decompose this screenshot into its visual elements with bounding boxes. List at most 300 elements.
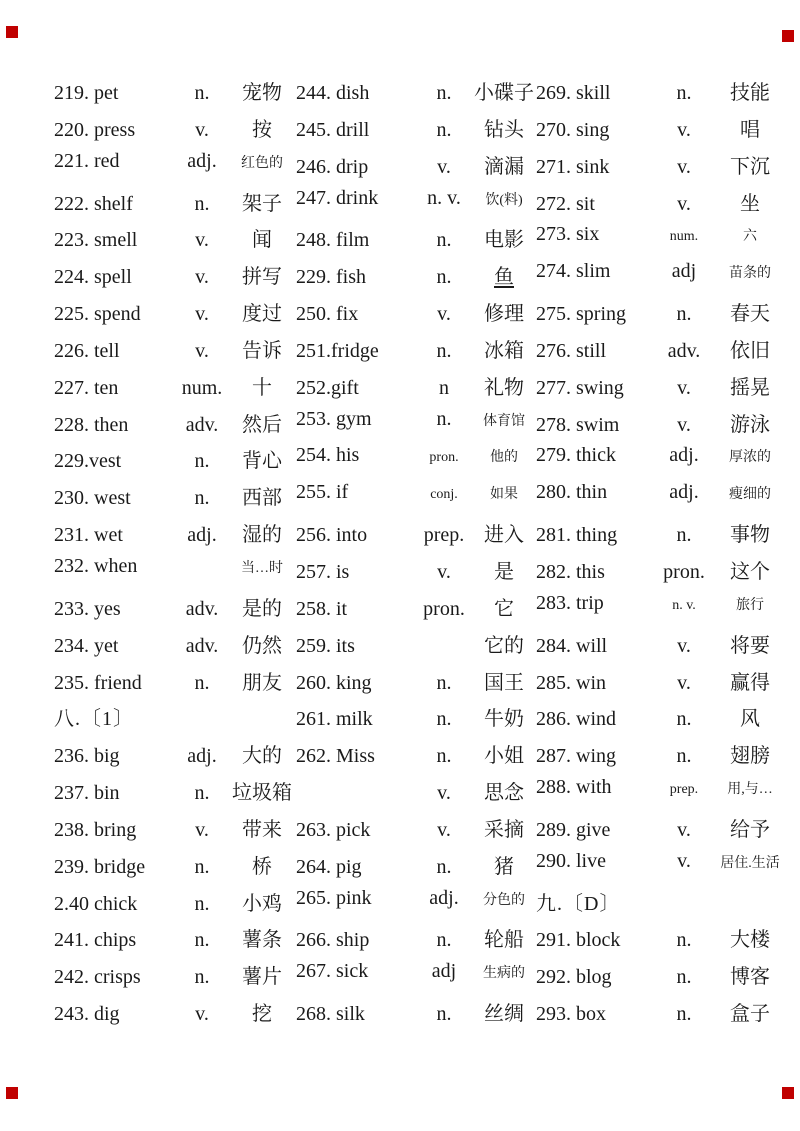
entry-pos: num. <box>669 229 699 245</box>
vocab-entry-row <box>536 334 788 371</box>
vocab-entry-row <box>296 260 536 297</box>
entry-pos: v. <box>677 634 691 657</box>
entry-number-word: 280. thin <box>536 481 608 504</box>
vocab-entry-row <box>536 923 788 960</box>
vocab-entry-row <box>54 960 294 997</box>
entry-gloss: 小姐 <box>484 745 524 768</box>
entry-number-word: 266. ship <box>296 929 370 952</box>
entry-gloss: 是 <box>494 560 514 583</box>
entry-number-word: 219. pet <box>54 82 119 104</box>
vocab-entry-row <box>296 997 536 1034</box>
entry-gloss: 是的 <box>242 597 282 620</box>
entry-gloss: 大的 <box>242 745 282 768</box>
entry-gloss: 博客 <box>730 966 770 989</box>
entry-number-word: 264. pig <box>296 855 362 878</box>
vocab-entry-row <box>54 666 294 703</box>
entry-pos: n. <box>194 966 210 989</box>
entry-gloss: 告诉 <box>242 339 282 362</box>
entry-pos: v. <box>437 818 451 841</box>
vocab-entry-row <box>536 592 788 629</box>
vocab-entry-row <box>296 960 536 997</box>
entry-pos: adj <box>431 960 457 983</box>
entry-pos: v. <box>677 413 691 436</box>
vocab-entry-row <box>54 997 294 1034</box>
vocab-entry-row <box>536 813 788 850</box>
entry-gloss: 牛奶 <box>484 708 524 731</box>
entry-gloss: 思念 <box>484 782 524 805</box>
entry-pos: adj. <box>669 481 699 504</box>
vocab-entry-row <box>296 334 536 371</box>
entry-gloss: 小碟子 <box>474 82 534 104</box>
entry-gloss: 丝绸 <box>484 1003 524 1026</box>
vocab-entry-row <box>536 518 788 555</box>
entry-pos: n. <box>194 487 210 510</box>
entry-number-word: 274. slim <box>536 260 611 283</box>
entry-pos: n. v. <box>427 186 461 209</box>
entry-gloss: 薯条 <box>242 929 282 952</box>
vocab-entry-row <box>54 371 294 408</box>
vocab-column-3 <box>536 76 788 1034</box>
entry-gloss: 翅膀 <box>730 745 770 768</box>
entry-number-word: 246. drip <box>296 155 369 178</box>
entry-pos: adv. <box>185 413 219 436</box>
entry-pos: v. <box>677 192 691 215</box>
entry-pos: v. <box>677 376 691 399</box>
entry-number-word: 233. yes <box>54 597 121 620</box>
entry-pos: v. <box>195 339 209 362</box>
entry-gloss: 西部 <box>242 487 282 510</box>
entry-number-word: 247. drink <box>296 186 379 209</box>
entry-number-word: 268. silk <box>296 1003 365 1026</box>
vocab-entry-row <box>296 371 536 408</box>
entry-number-word: 271. sink <box>536 155 610 178</box>
entry-pos: v. <box>437 303 451 326</box>
entry-pos: adj. <box>669 444 699 467</box>
vocab-entry-row <box>536 850 788 887</box>
entry-number-word: 223. smell <box>54 229 138 252</box>
entry-gloss: 瘦细的 <box>729 487 771 503</box>
entry-gloss: 电影 <box>484 229 524 252</box>
entry-gloss: 用,与… <box>727 782 773 798</box>
vocab-entry-row <box>296 297 536 334</box>
entry-gloss: 湿的 <box>242 524 282 547</box>
entry-gloss: 按 <box>252 118 272 141</box>
entry-number-word: 260. king <box>296 671 372 694</box>
entry-gloss: 礼物 <box>484 376 524 399</box>
entry-gloss: 进入 <box>484 524 524 547</box>
vocab-entry-row <box>296 481 536 518</box>
entry-pos: n. v. <box>672 597 696 613</box>
entry-pos: v. <box>195 1003 209 1026</box>
entry-pos: n <box>439 376 449 399</box>
entry-number-word: 251.fridge <box>296 339 379 362</box>
entry-gloss: 轮船 <box>484 929 524 952</box>
vocab-entry-row <box>536 739 788 776</box>
entry-number-word: 255. if <box>296 481 349 504</box>
vocab-entry-row <box>296 887 536 924</box>
entry-number-word: 290. live <box>536 849 606 872</box>
entry-number-word: 250. fix <box>296 303 359 326</box>
entry-pos: n. <box>676 1003 692 1026</box>
entry-gloss: 国王 <box>484 671 524 694</box>
vocab-entry-row <box>296 666 536 703</box>
vocab-entry-row <box>296 518 536 555</box>
corner-marker-bottom-left <box>6 1087 18 1099</box>
entry-number-word: 237. bin <box>54 782 120 805</box>
entry-number-word: 253. gym <box>296 407 372 430</box>
vocab-entry-row <box>536 629 788 666</box>
entry-number-word: 285. win <box>536 671 606 694</box>
entry-number-word: 227. ten <box>54 376 119 399</box>
vocab-entry-row <box>536 997 788 1034</box>
entry-number-word: 241. chips <box>54 929 137 952</box>
entry-number-word: 226. tell <box>54 339 120 362</box>
entry-gloss: 架子 <box>242 192 282 215</box>
entry-gloss: 冰箱 <box>484 339 524 362</box>
entry-gloss: 钻头 <box>484 118 524 141</box>
entry-number-word: 292. blog <box>536 966 612 989</box>
entry-gloss: 背心 <box>242 450 282 473</box>
vocab-entry-row <box>536 297 788 334</box>
entry-number-word: 284. will <box>536 634 608 657</box>
entry-number-word: 244. dish <box>296 82 370 104</box>
vocab-entry-row <box>54 187 294 224</box>
entry-gloss: 摇晃 <box>730 376 770 399</box>
entry-continuation-row <box>296 776 536 813</box>
entry-pos: prep. <box>669 782 699 798</box>
entry-number-word: 257. is <box>296 560 350 583</box>
vocab-entry-row <box>54 223 294 260</box>
entry-pos: n. <box>436 671 452 694</box>
entry-pos: n. <box>194 782 210 805</box>
entry-number-word: 289. give <box>536 818 611 841</box>
entry-pos: adv. <box>185 634 219 657</box>
entry-pos: n. <box>676 82 692 104</box>
entry-number-word: 238. bring <box>54 818 137 841</box>
entry-pos: n. <box>436 266 452 289</box>
entry-number-word: 277. swing <box>536 376 624 399</box>
entry-gloss: 风 <box>740 708 760 731</box>
entry-number-word: 287. wing <box>536 745 616 768</box>
entry-number-word: 252.gift <box>296 376 359 399</box>
entry-number-word: 222. shelf <box>54 192 133 215</box>
entry-pos: n. <box>676 708 692 731</box>
entry-number-word: 229. fish <box>296 266 366 289</box>
entry-gloss: 六 <box>743 229 757 245</box>
vocab-entry-row <box>536 444 788 481</box>
entry-number-word: 279. thick <box>536 444 616 467</box>
vocab-entry-row <box>296 739 536 776</box>
entry-pos: n. <box>194 929 210 952</box>
entry-gloss: 宠物 <box>242 82 282 104</box>
entry-number-word: 232. when <box>54 554 138 577</box>
entry-gloss: 他的 <box>490 450 518 466</box>
entry-number-word: 225. spend <box>54 303 141 326</box>
entry-pos: n. <box>194 671 210 694</box>
entry-pos: n. <box>436 339 452 362</box>
entry-number-word: 259. its <box>296 634 355 657</box>
vocab-entry-row <box>296 76 536 113</box>
entry-pos: adj <box>671 260 697 283</box>
entry-pos: pron. <box>429 450 459 466</box>
vocab-entry-row <box>54 113 294 150</box>
entry-gloss: 坐 <box>740 192 760 215</box>
entry-number-word: 263. pick <box>296 818 371 841</box>
entry-number-word: 229.vest <box>54 450 122 473</box>
entry-pos: prep. <box>423 524 465 547</box>
entry-number-word: 286. wind <box>536 708 616 731</box>
entry-number-word: 262. Miss <box>296 745 375 768</box>
entry-pos: n. <box>436 229 452 252</box>
entry-number-word: 2.40 chick <box>54 892 138 915</box>
vocab-column-1 <box>54 76 294 1034</box>
entry-pos: n. <box>436 407 452 430</box>
vocab-entry-row <box>54 260 294 297</box>
entry-pos: v. <box>195 266 209 289</box>
entry-number-word: 228. then <box>54 413 129 436</box>
entry-number-word: 258. it <box>296 597 348 620</box>
entry-pos: n. <box>194 855 210 878</box>
vocab-entry-row <box>296 629 536 666</box>
section-header <box>536 887 788 924</box>
entry-pos: n. <box>436 708 452 731</box>
vocab-entry-row <box>296 702 536 739</box>
entry-number-word: 265. pink <box>296 886 372 909</box>
entry-pos: v. <box>677 118 691 141</box>
entry-gloss: 修理 <box>484 303 524 326</box>
entry-number-word: 221. red <box>54 149 120 172</box>
entry-gloss: 带来 <box>242 818 282 841</box>
vocab-entry-row <box>54 481 294 518</box>
entry-pos: pron. <box>423 597 465 620</box>
entry-pos: v. <box>195 229 209 252</box>
entry-number-word: 239. bridge <box>54 855 146 878</box>
entry-number-word: 248. film <box>296 229 370 252</box>
section-header <box>54 702 294 739</box>
entry-pos: v. <box>195 818 209 841</box>
entry-pos: n. <box>676 966 692 989</box>
vocab-column-2 <box>296 76 536 1034</box>
entry-pos: v. <box>677 818 691 841</box>
entry-pos: n. <box>676 524 692 547</box>
vocab-entry-row <box>54 334 294 371</box>
vocab-entry-row <box>536 371 788 408</box>
entry-gloss: 然后 <box>242 413 282 436</box>
vocab-entry-row <box>54 850 294 887</box>
entry-gloss: 唱 <box>740 118 760 141</box>
entry-number-word: 267. sick <box>296 960 369 983</box>
entry-gloss: 挖 <box>252 1003 272 1026</box>
entry-gloss: 游泳 <box>730 413 770 436</box>
entry-number-word: 293. box <box>536 1003 606 1026</box>
entry-pos: n. <box>676 929 692 952</box>
entry-gloss: 采摘 <box>484 818 524 841</box>
entry-pos: n. <box>436 929 452 952</box>
entry-number-word: 230. west <box>54 487 131 510</box>
vocab-entry-row <box>536 776 788 813</box>
vocab-entry-row <box>296 113 536 150</box>
entry-gloss: 给予 <box>730 818 770 841</box>
vocab-entry-row <box>536 76 788 113</box>
vocab-entry-row <box>536 960 788 997</box>
entry-number-word: 276. still <box>536 339 607 362</box>
entry-number-word: 278. swim <box>536 413 620 436</box>
vocab-entry-row <box>536 408 788 445</box>
section-header-label: 八.〔1〕 <box>54 708 134 731</box>
entry-number-word: 242. crisps <box>54 966 141 989</box>
entry-pos: num. <box>181 376 223 399</box>
entry-gloss: 赢得 <box>730 671 770 694</box>
entry-gloss: 它的 <box>484 634 524 657</box>
entry-gloss: 滴漏 <box>484 155 524 178</box>
vocab-entry-row <box>54 518 294 555</box>
entry-pos: v. <box>195 118 209 141</box>
vocab-entry-row <box>296 408 536 445</box>
entry-gloss: 体育馆 <box>483 413 525 429</box>
vocab-entry-row <box>296 813 536 850</box>
entry-pos: n. <box>676 303 692 326</box>
vocab-entry-row <box>296 592 536 629</box>
entry-number-word: 236. big <box>54 745 120 768</box>
entry-gloss: 桥 <box>252 855 272 878</box>
entry-number-word: 270. sing <box>536 118 610 141</box>
vocab-entry-row <box>296 150 536 187</box>
entry-number-word: 272. sit <box>536 192 595 215</box>
vocab-entry-row <box>54 444 294 481</box>
entry-gloss: 红色的 <box>241 155 283 171</box>
entry-pos: n. <box>436 118 452 141</box>
entry-gloss: 当…时 <box>241 560 283 576</box>
entry-gloss: 居住.生活 <box>720 855 780 871</box>
entry-number-word: 243. dig <box>54 1003 120 1026</box>
entry-pos: conj. <box>430 487 458 503</box>
entry-pos: adj. <box>187 745 217 768</box>
vocab-entry-row <box>54 923 294 960</box>
entry-gloss: 下沉 <box>730 155 770 178</box>
vocab-entry-row <box>296 444 536 481</box>
entry-pos: n. <box>194 892 210 915</box>
vocab-entry-row <box>54 408 294 445</box>
entry-gloss: 春天 <box>730 303 770 326</box>
entry-pos: v. <box>437 560 451 583</box>
entry-gloss: 分色的 <box>483 892 525 908</box>
entry-pos: pron. <box>663 560 705 583</box>
entry-number-word: 235. friend <box>54 671 142 694</box>
entry-gloss: 生病的 <box>483 966 525 982</box>
vocab-entry-row <box>296 555 536 592</box>
vocab-entry-row <box>536 481 788 518</box>
entry-gloss: 这个 <box>730 560 770 583</box>
vocab-entry-row <box>296 923 536 960</box>
entry-number-word: 234. yet <box>54 634 119 657</box>
entry-pos: v. <box>437 155 451 178</box>
entry-number-word: 273. six <box>536 223 600 246</box>
vocab-entry-row <box>536 223 788 260</box>
entry-pos: n. <box>194 450 210 473</box>
entry-number-word: 254. his <box>296 444 360 467</box>
entry-gloss: 如果 <box>490 487 518 503</box>
vocab-entry-row <box>536 187 788 224</box>
entry-pos: adj. <box>187 524 217 547</box>
entry-pos: adv. <box>185 597 219 620</box>
entry-number-word: 281. thing <box>536 524 618 547</box>
vocab-entry-row <box>54 555 294 592</box>
vocab-entry-row <box>54 887 294 924</box>
vocab-entry-row <box>54 776 294 813</box>
vocab-entry-row <box>54 739 294 776</box>
entry-pos: v. <box>677 849 691 872</box>
entry-number-word: 275. spring <box>536 303 626 326</box>
entry-number-word: 288. with <box>536 776 612 799</box>
entry-gloss: 薯片 <box>242 966 282 989</box>
entry-pos: n. <box>194 192 210 215</box>
vocab-entry-row <box>536 113 788 150</box>
entry-gloss: 依旧 <box>730 339 770 362</box>
entry-pos: n. <box>676 745 692 768</box>
entry-number-word: 231. wet <box>54 524 123 547</box>
entry-pos: n. <box>436 745 452 768</box>
vocab-entry-row <box>54 297 294 334</box>
entry-number-word: 282. this <box>536 560 605 583</box>
corner-marker-top-left <box>6 26 18 38</box>
entry-pos: n. <box>194 82 210 104</box>
entry-pos: v. <box>677 155 691 178</box>
entry-gloss: 饮(料) <box>485 192 523 208</box>
entry-pos: adj. <box>187 149 217 172</box>
entry-number-word: 283. trip <box>536 591 604 614</box>
corner-marker-bottom-right <box>782 1087 794 1099</box>
entry-number-word: 269. skill <box>536 82 611 104</box>
entry-gloss: 旅行 <box>736 597 764 613</box>
entry-gloss: 苗条的 <box>729 266 771 282</box>
entry-number-word: 245. drill <box>296 118 370 141</box>
entry-gloss: 技能 <box>730 82 770 104</box>
entry-pos: n. <box>436 855 452 878</box>
vocab-entry-row <box>536 666 788 703</box>
vocab-entry-row <box>296 187 536 224</box>
vocab-entry-row <box>54 592 294 629</box>
entry-number-word: 291. block <box>536 929 621 952</box>
entry-number-word: 256. into <box>296 524 368 547</box>
entry-gloss: 闻 <box>252 229 272 252</box>
entry-gloss: 事物 <box>730 524 770 547</box>
vocab-entry-row <box>296 223 536 260</box>
entry-gloss: 厚浓的 <box>729 450 771 466</box>
entry-gloss: 垃圾箱 <box>232 782 292 805</box>
vocab-entry-row <box>536 260 788 297</box>
entry-gloss: 将要 <box>730 634 770 657</box>
vocab-entry-row <box>536 702 788 739</box>
entry-pos: n. <box>436 82 452 104</box>
entry-pos: adv. <box>667 339 701 362</box>
vocab-entry-row <box>54 629 294 666</box>
entry-pos: v. <box>437 782 451 805</box>
entry-gloss: 大楼 <box>730 929 770 952</box>
vocab-entry-row <box>536 150 788 187</box>
entry-pos: adj. <box>429 886 459 909</box>
entry-gloss: 小鸡 <box>242 892 282 915</box>
entry-number-word: 224. spell <box>54 266 132 289</box>
entry-gloss: 它 <box>494 597 514 620</box>
entry-gloss: 朋友 <box>242 671 282 694</box>
entry-number-word: 220. press <box>54 118 136 141</box>
vocab-entry-row <box>54 813 294 850</box>
section-header-label: 九.〔D〕 <box>536 892 621 915</box>
entry-gloss: 度过 <box>242 303 282 326</box>
entry-gloss: 十 <box>252 376 272 399</box>
corner-marker-top-right <box>782 30 794 42</box>
vocab-entry-row <box>54 150 294 187</box>
